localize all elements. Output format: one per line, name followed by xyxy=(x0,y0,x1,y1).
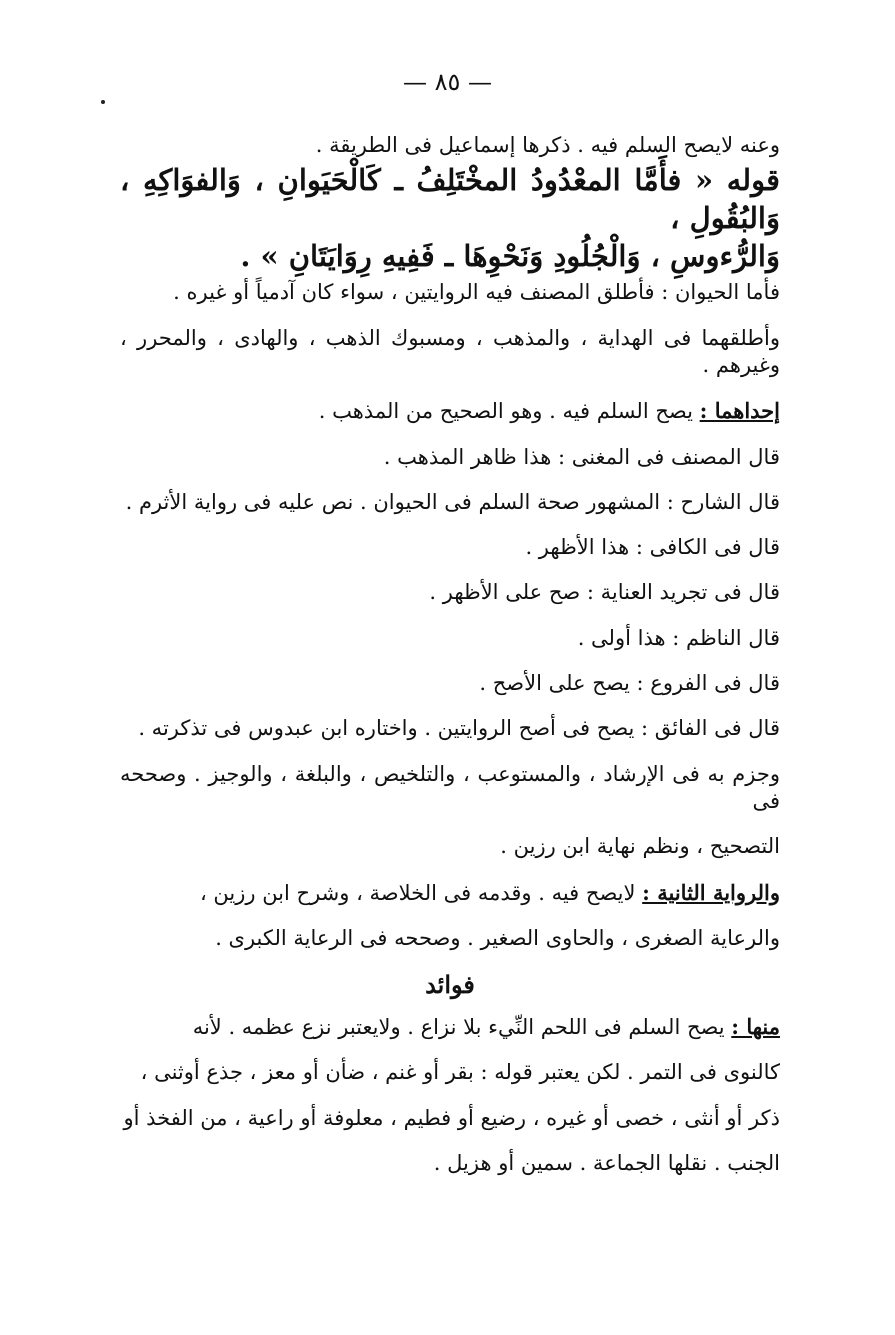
quoted-text-line: وَالرُّءوسِ ، وَالْجُلُودِ وَنَحْوِهَا ـ فَفِيهِ رِوَايَتَانِ » . xyxy=(240,238,780,273)
text-line: وعنه لايصح السلم فيه . ذكرها إسماعيل فى الطريقة . xyxy=(315,133,780,157)
section-heading: فوائد xyxy=(425,970,475,1000)
page-body xyxy=(120,132,780,1177)
text-line: قال فى تجريد العناية : صح على الأظهر . xyxy=(429,580,780,605)
text-run: لايصح فيه . وقدمه فى الخلاصة ، وشرح ابن رزين ، xyxy=(199,880,636,905)
text-line: قال الناظم : هذا أولى . xyxy=(577,625,780,650)
text-line: كالنوى فى التمر . لكن يعتبر قوله : بقر أو غنم ، ضأن أو معز ، جذع أوثنى ، xyxy=(140,1060,780,1085)
text-line: والرعاية الصغرى ، والحاوى الصغير . وصححه فى الرعاية الكبرى . xyxy=(215,925,780,950)
text-line: التصحيح ، ونظم نهاية ابن رزين . xyxy=(500,834,780,859)
text-line: فأما الحيوان : فأطلق المصنف فيه الروايتين ، سواء كان آدمياً أو غيره . xyxy=(173,280,780,305)
text-line: قال فى الكافى : هذا الأظهر . xyxy=(525,535,780,560)
text-line xyxy=(120,1013,780,1041)
text-line: قال الشارح : المشهور صحة السلم فى الحيوان . نص عليه فى رواية الأثرم . xyxy=(125,489,780,514)
text-run: يصح السلم فى اللحم النِّيء بلا نزاع . ولايعتبر نزع عظمه . لأنه xyxy=(192,1015,725,1040)
first-narration-label: إحداهما : xyxy=(699,398,780,424)
text-line: وجزم به فى الإرشاد ، والمستوعب ، والتلخيص ، والبلغة ، والوجيز . وصححه فى xyxy=(120,761,780,813)
text-line: قال فى الفائق : يصح فى أصح الروايتين . واختاره ابن عبدوس فى تذكرته . xyxy=(138,716,780,741)
text-line: الجنب . نقلها الجماعة . سمين أو هزيل . xyxy=(433,1151,780,1175)
ink-speck xyxy=(101,100,105,104)
benefit-label: منها : xyxy=(731,1014,780,1040)
text-line: وأطلقهما فى الهداية ، والمذهب ، ومسبوك الذهب ، والهادى ، والمحرر ، وغيرهم . xyxy=(120,325,780,377)
second-narration-label: والرواية الثانية : xyxy=(642,879,780,905)
text-line xyxy=(120,879,780,907)
text-line: قال فى الفروع : يصح على الأصح . xyxy=(479,671,780,696)
text-line: ذكر أو أنثى ، خصى أو غيره ، رضيع أو فطيم ، معلوفة أو راعية ، من الفخذ أو xyxy=(123,1105,780,1130)
page-number: — ٨٥ — xyxy=(402,68,493,96)
quoted-text-line: قوله « فأَمَّا المعْدُودُ المخْتَلِفُ ـ كَالْحَيَوانِ ، وَالفوَاكِهِ ، وَالبُقُولِ ، xyxy=(120,163,780,235)
text-line xyxy=(120,397,780,425)
text-run: يصح السلم فيه . وهو الصحيح من المذهب . xyxy=(318,399,693,424)
text-line: قال المصنف فى المغنى : هذا ظاهر المذهب . xyxy=(383,444,780,469)
